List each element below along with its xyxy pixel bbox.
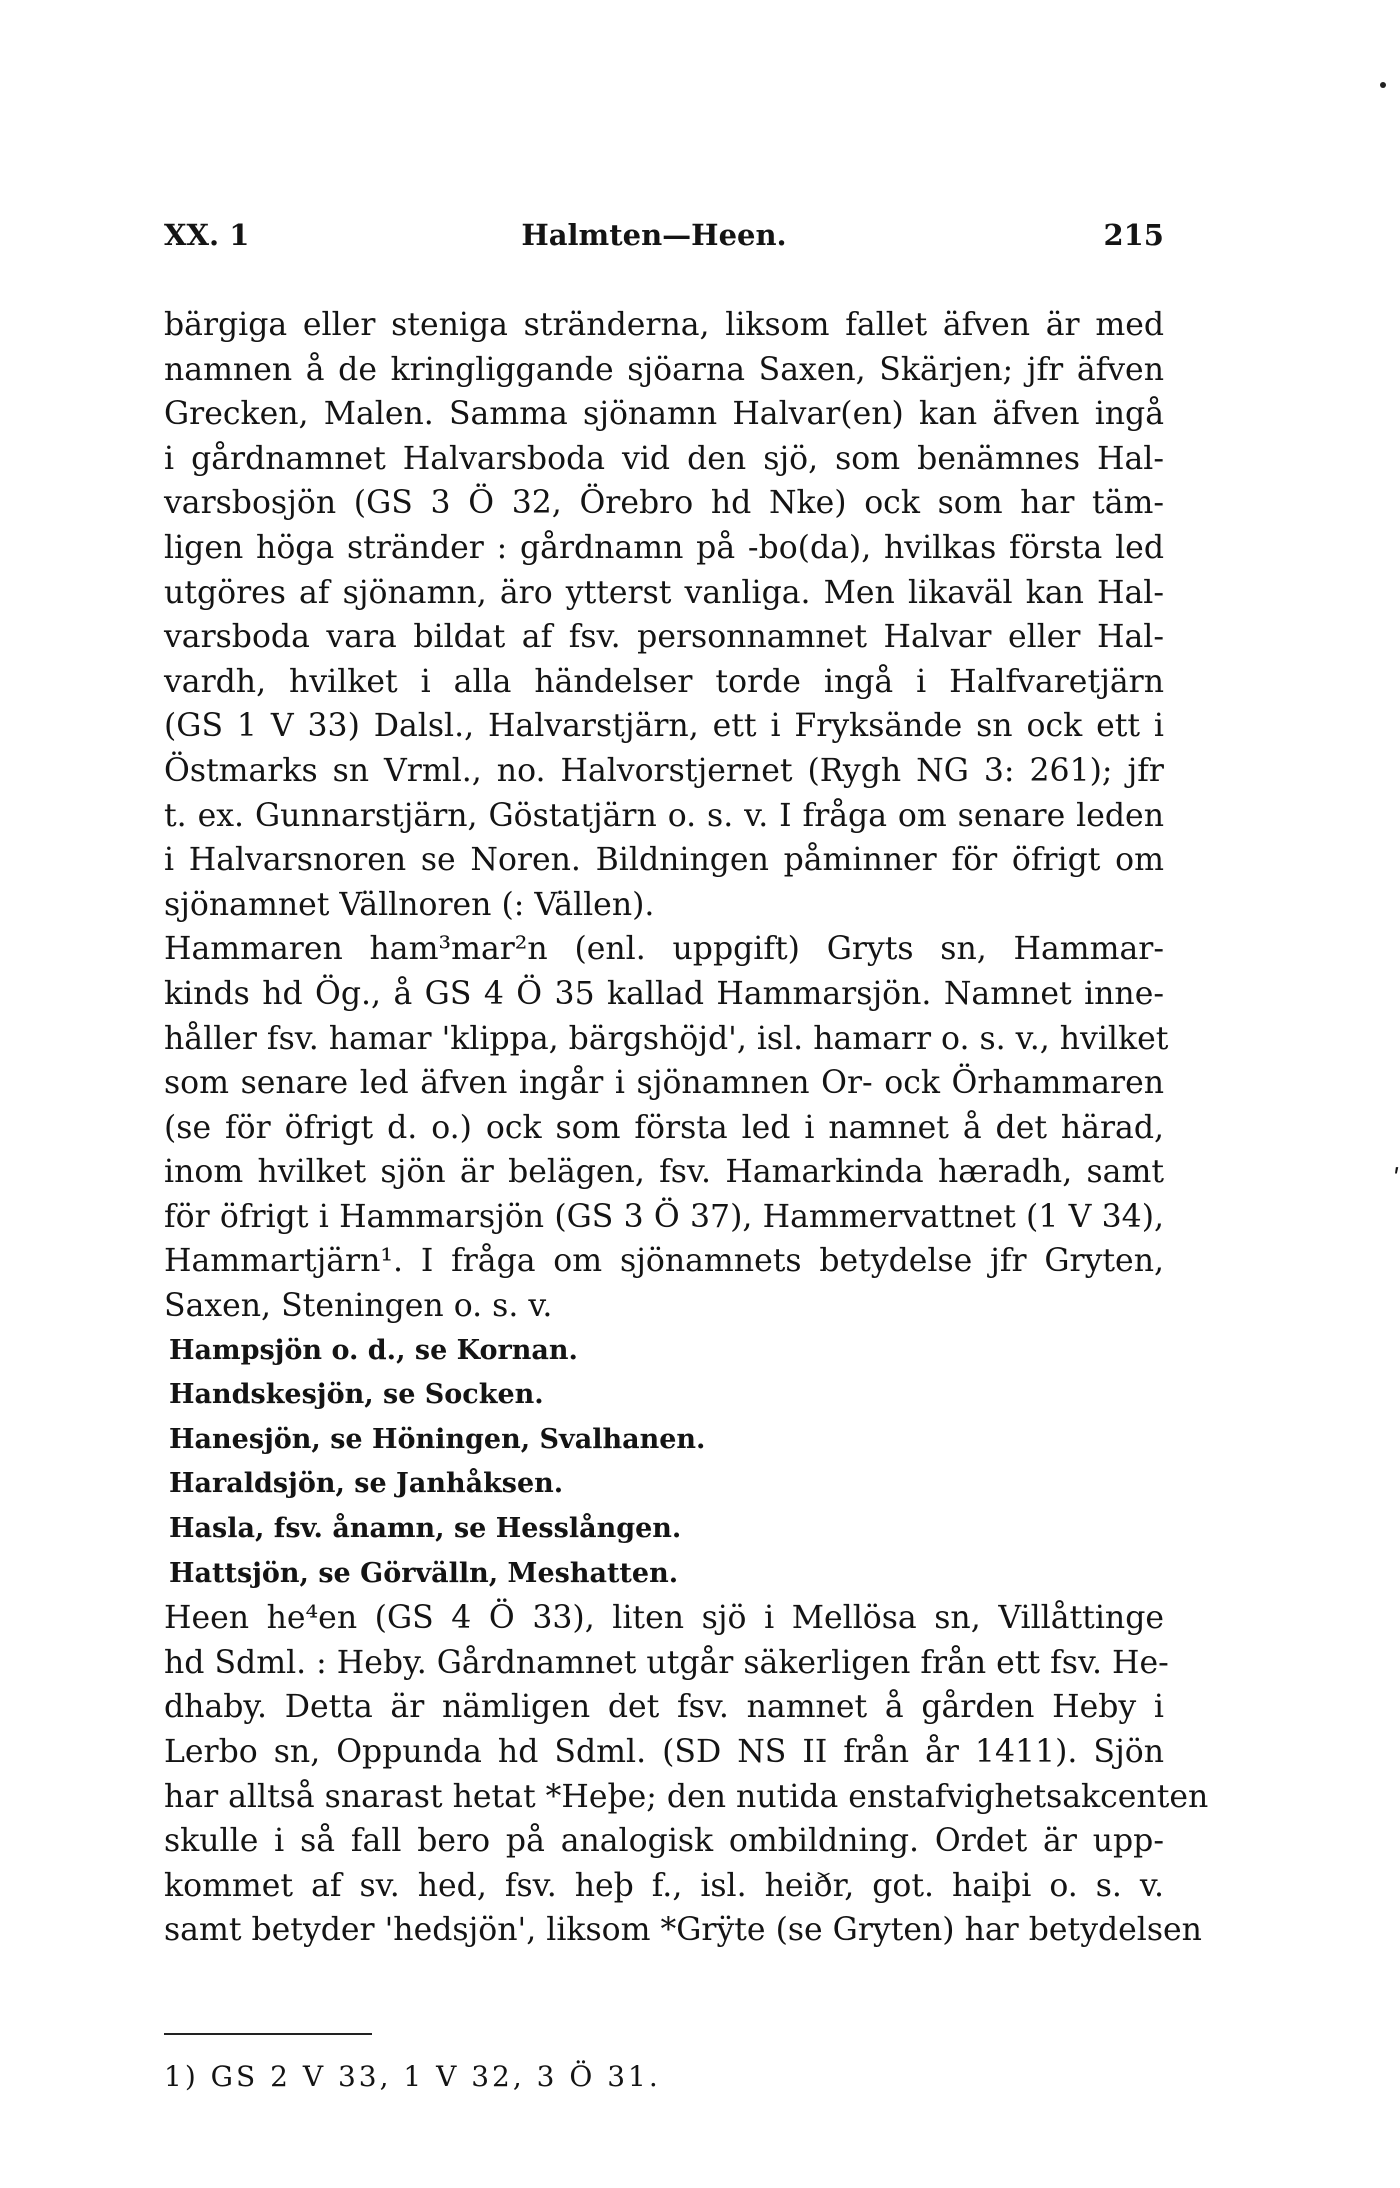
text-line: hd Sdml. : Heby. Gårdnamnet utgår säkerligen från ett fsv. He- <box>164 1644 1169 1681</box>
text-line: bärgiga eller steniga stränderna, liksom fallet äfven är med <box>164 307 1164 343</box>
body-text <box>164 303 1209 1953</box>
text-line: samt betyder 'hedsjön', liksom *Grÿte (se Gryten) har betydelsen <box>164 1912 1202 1949</box>
text-line: varsbosjön (GS 3 Ö 32, Örebro hd Nke) ock som har täm- <box>164 485 1164 522</box>
text-line: vardh, hvilket i alla händelser torde ingå i Halfvaretjärn <box>164 663 1164 700</box>
running-title: Halmten—Heen. <box>521 218 787 252</box>
text-line: i Halvarsnoren se Noren. Bildningen påminner för öfrigt om <box>164 842 1164 879</box>
text-line: har alltså snarast hetat *Heþe; den nutida enstafvighetsakcenten <box>164 1778 1209 1815</box>
entry-handskesjon: Handskesjön, se Socken. <box>169 1379 544 1411</box>
text-line: som senare led äfven ingår i sjönamnen Or- ock Örhammaren <box>164 1065 1164 1102</box>
footnote-mark: 1) <box>164 2060 199 2093</box>
text-line: Lerbo sn, Oppunda hd Sdml. (SD NS II från år 1411). Sjön <box>164 1734 1164 1770</box>
cross-reference-list <box>164 1329 1164 1597</box>
text-line: kommet af sv. hed, fsv. heþ f., isl. heiðr, got. haiþi o. s. v. <box>164 1867 1164 1904</box>
text-line: Saxen, Steningen o. s. v. <box>164 1288 553 1325</box>
text-line: ligen höga stränder : gårdnamn på -bo(da), hvilkas första led <box>164 529 1164 566</box>
speck-mark <box>1380 82 1386 88</box>
entry-hasla: Hasla, fsv. ånamn, se Hesslången. <box>169 1513 682 1545</box>
entry-haraldsjon: Haraldsjön, se Janhåksen. <box>169 1468 564 1500</box>
text-line: t. ex. Gunnarstjärn, Göstatjärn o. s. v. I fråga om senare leden <box>164 797 1164 834</box>
text-line: (se för öfrigt d. o.) ock som första led i namnet å det härad, <box>164 1109 1164 1146</box>
page-number: 215 <box>1103 218 1164 252</box>
text-line: sjönamnet Vällnoren (: Vällen). <box>164 886 655 923</box>
text-line: Östmarks sn Vrml., no. Halvorstjernet (Rygh NG 3: 261); jfr <box>164 752 1164 789</box>
text-line: håller fsv. hamar 'klippa, bärgshöjd', isl. hamarr o. s. v., hvilket <box>164 1020 1169 1057</box>
text-line: inom hvilket sjön är belägen, fsv. Hamarkinda hæradh, samt <box>164 1154 1164 1191</box>
text-line: dhaby. Detta är nämligen det fsv. namnet å gården Heby i <box>164 1689 1164 1726</box>
text-line: i gårdnamnet Halvarsboda vid den sjö, som benämnes Hal- <box>164 440 1164 477</box>
text-line: namnen å de kringliggande sjöarna Saxen, Skärjen; jfr äfven <box>164 351 1164 388</box>
entry-hampsjon: Hampsjön o. d., se Kornan. <box>169 1334 578 1366</box>
footnote-text: GS 2 V 33, 1 V 32, 3 Ö 31. <box>210 2060 661 2093</box>
text-line: för öfrigt i Hammarsjön (GS 3 Ö 37), Hammervattnet (1 V 34), <box>164 1198 1164 1235</box>
footnote <box>164 2060 661 2093</box>
text-line: utgöres af sjönamn, äro ytterst vanliga. Men likaväl kan Hal- <box>164 574 1164 611</box>
entry-hanesjon: Hanesjön, se Höningen, Svalhanen. <box>169 1423 706 1455</box>
text-line: Grecken, Malen. Samma sjönamn Halvar(en) kan äfven ingå <box>164 396 1164 433</box>
text-line: kinds hd Ög., å GS 4 Ö 35 kallad Hammarsjön. Namnet inne- <box>164 975 1164 1012</box>
chapter-number: XX. 1 <box>164 218 250 252</box>
entry-hammaren: Hammaren ham³mar²n (enl. uppgift) Gryts sn, Hammar- <box>164 931 1164 968</box>
margin-mark: ʹ <box>1393 1165 1400 1195</box>
footnote-rule <box>164 2033 372 2035</box>
text-line: (GS 1 V 33) Dalsl., Halvarstjärn, ett i Fryksände sn ock ett i <box>164 708 1164 745</box>
text-line: varsboda vara bildat af fsv. personnamnet Halvar eller Hal- <box>164 619 1164 656</box>
text-line: skulle i så fall bero på analogisk ombildning. Ordet är upp- <box>164 1823 1164 1860</box>
entry-hattsjon: Hattsjön, se Görvälln, Meshatten. <box>169 1557 679 1589</box>
text-line: Hammartjärn¹. I fråga om sjönamnets betydelse jfr Gryten, <box>164 1243 1164 1280</box>
entry-heen: Heen he⁴en (GS 4 Ö 33), liten sjö i Mellösa sn, Villåttinge <box>164 1600 1164 1637</box>
